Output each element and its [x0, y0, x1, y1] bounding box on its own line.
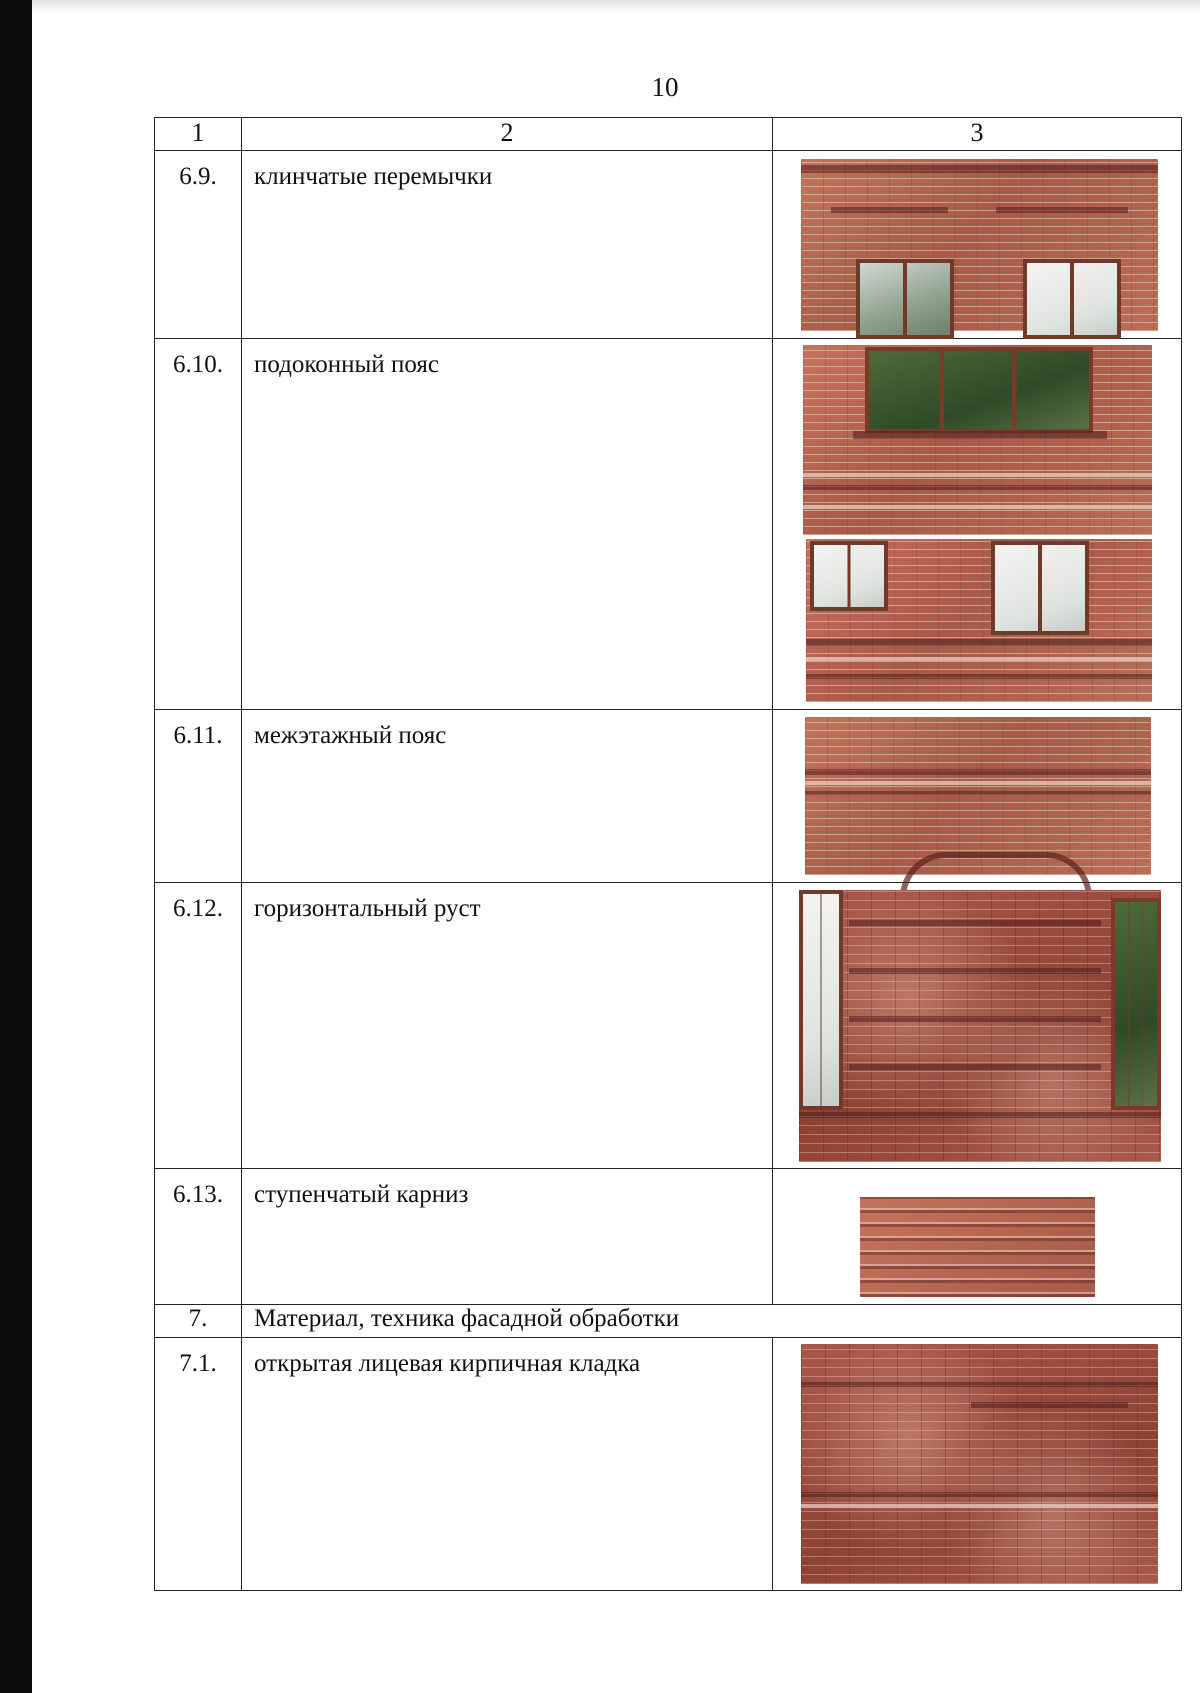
section-title: Материал, техника фасадной обработки — [242, 1305, 1182, 1338]
row-number: 6.13. — [155, 1169, 242, 1305]
row-number: 6.12. — [155, 883, 242, 1169]
photo-cell — [773, 710, 1182, 883]
photo-interfloor-belt — [805, 717, 1151, 875]
table-row — [155, 151, 1182, 339]
page-number: 10 — [651, 72, 679, 102]
section-row — [155, 1305, 1182, 1338]
row-text: открытая лицевая кирпичная кладка — [242, 1338, 773, 1591]
photo-horizontal-rustication — [799, 890, 1161, 1162]
row-text: горизонтальный руст — [242, 883, 773, 1169]
photo-cell — [773, 339, 1182, 710]
row-number: 6.11. — [155, 710, 242, 883]
table-row — [155, 710, 1182, 883]
row-text: клинчатые перемычки — [242, 151, 773, 339]
section-number: 7. — [155, 1305, 242, 1338]
table-row — [155, 1169, 1182, 1305]
header-col-3: 3 — [773, 118, 1182, 151]
row-number: 7.1. — [155, 1338, 242, 1591]
scan-top-shadow — [32, 0, 1200, 14]
photo-cell — [773, 1169, 1182, 1305]
table-row — [155, 1338, 1182, 1591]
photo-sill-belt-2 — [806, 539, 1152, 702]
scan-edge — [0, 0, 32, 1693]
row-number: 6.9. — [155, 151, 242, 339]
row-text: подоконный пояс — [242, 339, 773, 710]
photo-cell — [773, 883, 1182, 1169]
table-header-row — [155, 118, 1182, 151]
photo-stepped-cornice — [860, 1197, 1095, 1297]
row-number: 6.10. — [155, 339, 242, 710]
header-col-2: 2 — [242, 118, 773, 151]
facade-elements-table — [154, 117, 1182, 1591]
photo-sill-belt-1 — [803, 345, 1152, 535]
table-row — [155, 883, 1182, 1169]
header-col-1: 1 — [155, 118, 242, 151]
table-row — [155, 339, 1182, 710]
photo-cell — [773, 151, 1182, 339]
photo-cell — [773, 1338, 1182, 1591]
photo-face-brickwork — [801, 1344, 1158, 1584]
row-text: межэтажный пояс — [242, 710, 773, 883]
row-text: ступенчатый карниз — [242, 1169, 773, 1305]
photo-wedge-lintels — [801, 159, 1158, 331]
